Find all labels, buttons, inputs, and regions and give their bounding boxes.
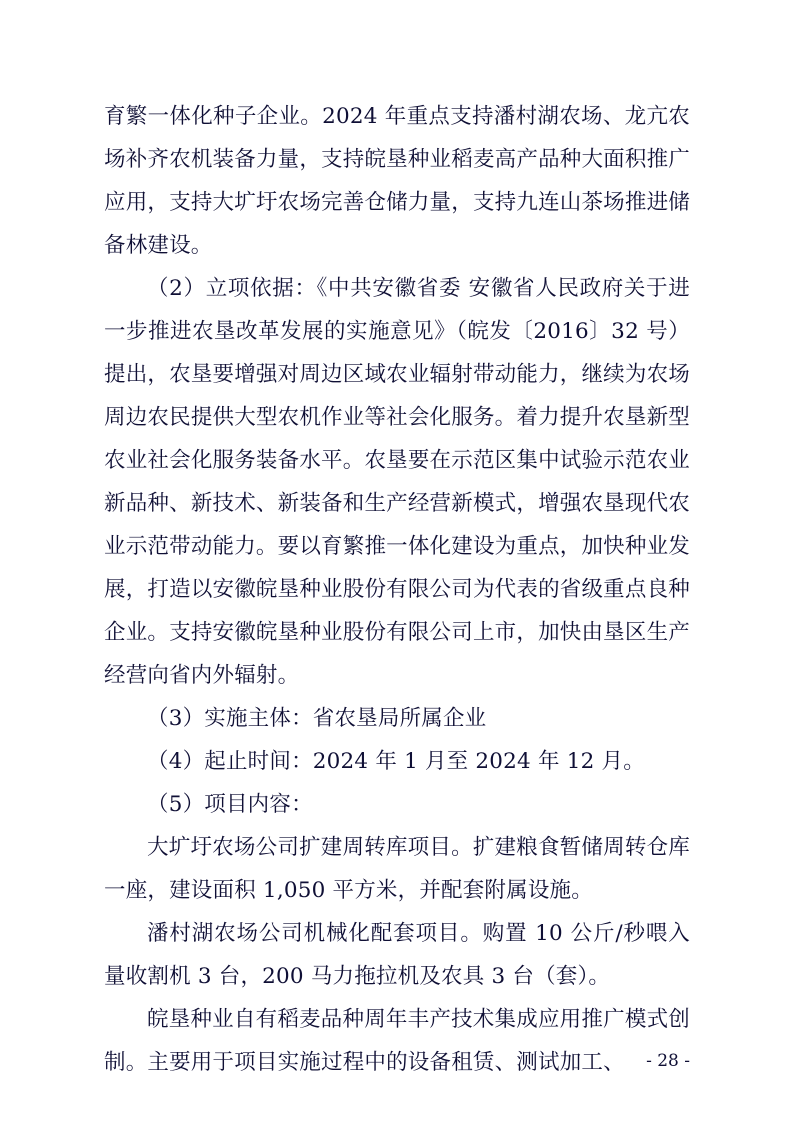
paragraph-3: （3）实施主体：省农垦局所属企业	[147, 706, 487, 731]
page-number: - 28 -	[646, 1051, 690, 1071]
document-body	[104, 95, 690, 1084]
paragraph-2: （2）立项依据：《中共安徽省委 安徽省人民政府关于进一步推进农垦改革发展的实施意见》（皖发〔2016〕32 号）提出，农垦要增强对周边区域农业辐射带动能力，继续为农场周边农民提供大型农机作业等社会化服务。着力提升农垦新型农业社会化服务装备水平。农垦要在示范区集中试验示范农业新品种、新技术、新装备和生产经营新模式，增强农垦现代农业示范带动能力。要以育繁推一体化建设为重点，加快种业发展，打造以安徽皖垦种业股份有限公司为代表的省级重点良种企业。支持安徽皖垦种业股份有限公司上市，加快由垦区生产经营向省内外辐射。	[104, 276, 690, 688]
paragraph-8: 皖垦种业自有稻麦品种周年丰产技术集成应用推广模式创制。主要用于项目实施过程中的设备租赁、测试加工、	[104, 1007, 690, 1075]
paragraph-7: 潘村湖农场公司机械化配套项目。购置 10 公斤/秒喂入量收割机 3 台，200 马力拖拉机及农具 3 台（套）。	[104, 921, 690, 989]
paragraph-6: 大圹圩农场公司扩建周转库项目。扩建粮食暂储周转仓库一座，建设面积 1,050 平方米，并配套附属设施。	[104, 835, 690, 903]
paragraph-4: （4）起止时间：2024 年 1 月至 2024 年 12 月。	[147, 749, 645, 774]
paragraph-1: 育繁一体化种子企业。2024 年重点支持潘村湖农场、龙亢农场补齐农机装备力量，支持皖垦种业稻麦高产品种大面积推广应用，支持大圹圩农场完善仓储力量，支持九连山茶场推进储备林建设。	[104, 104, 690, 258]
paragraph-5: （5）项目内容：	[147, 792, 313, 817]
